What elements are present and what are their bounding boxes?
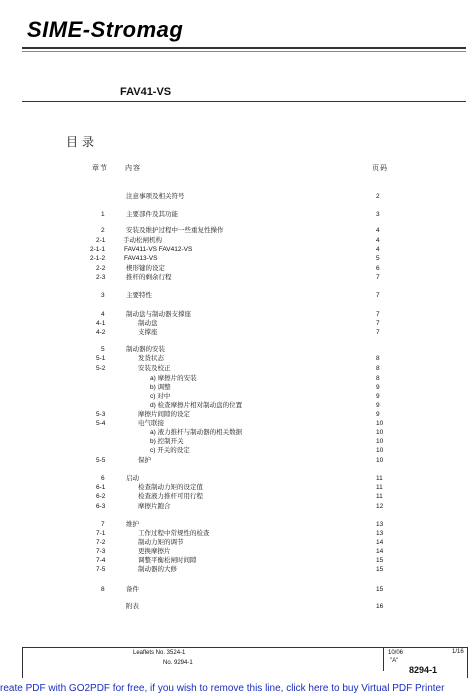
toc-entry-page: 9 bbox=[376, 393, 380, 400]
toc-entry-number: 1 bbox=[101, 211, 105, 218]
toc-entry bbox=[0, 547, 475, 556]
footer-divider bbox=[383, 647, 384, 671]
toc-entry bbox=[0, 264, 475, 273]
toc-entry bbox=[0, 254, 475, 263]
toc-entry-number: 6-2 bbox=[96, 493, 106, 500]
toc-entry-text: 主要部件及其功能 bbox=[126, 211, 178, 218]
toc-entry-text: 摩擦片间隙的设定 bbox=[138, 411, 190, 418]
toc-entry-page: 7 bbox=[376, 329, 380, 336]
column-header-chapter: 章节 bbox=[92, 165, 108, 172]
toc-entry-page: 10 bbox=[376, 457, 384, 464]
toc-entry-number: 5 bbox=[101, 346, 105, 353]
toc-entry-page: 11 bbox=[376, 484, 383, 491]
toc-entry-page: 15 bbox=[376, 557, 384, 564]
toc-entry bbox=[0, 310, 475, 319]
toc-entry-number: 2-1 bbox=[96, 237, 106, 244]
toc-entry bbox=[0, 192, 475, 201]
toc-entry-number: 5-4 bbox=[96, 420, 106, 427]
toc-entry-page: 14 bbox=[376, 548, 384, 555]
toc-entry-page: 15 bbox=[376, 586, 384, 593]
toc-entry-text: 支撑座 bbox=[138, 329, 158, 336]
toc-entry-text: 楔形键的设定 bbox=[126, 265, 165, 272]
toc-entry-page: 8 bbox=[376, 375, 380, 382]
toc-entry-text: 安装及维护过程中一些重复性操作 bbox=[126, 227, 224, 234]
toc-entry-page: 10 bbox=[376, 420, 384, 427]
toc-entry-page: 12 bbox=[376, 503, 384, 510]
toc-entry-text: 手动松闸机构 bbox=[123, 237, 162, 244]
toc-entry-page: 10 bbox=[376, 438, 384, 445]
toc-entry-text: 启动 bbox=[126, 475, 139, 482]
toc-entry-number: 2-1-2 bbox=[90, 255, 106, 262]
toc-entry-text: 检查液力推杆可用行程 bbox=[138, 493, 203, 500]
toc-entry bbox=[0, 456, 475, 465]
footer-number: No. 9294-1 bbox=[163, 660, 193, 666]
toc-entry-page: 11 bbox=[376, 493, 383, 500]
toc-entry-page: 5 bbox=[376, 255, 380, 262]
toc-entry-page: 15 bbox=[376, 566, 384, 573]
toc-entry-number: 5-5 bbox=[96, 457, 106, 464]
toc-entry-text: 注意事项及相关符号 bbox=[126, 193, 185, 200]
toc-entry bbox=[0, 474, 475, 483]
toc-entry-number: 3 bbox=[101, 292, 105, 299]
toc-entry-number: 2-3 bbox=[96, 274, 106, 281]
toc-entry-text: 调整平衡松闸时间隙 bbox=[138, 557, 197, 564]
toc-entry-text: 制动力矩的调节 bbox=[138, 539, 184, 546]
toc-entry-text: 维护 bbox=[126, 521, 139, 528]
toc-entry-number: 6 bbox=[101, 475, 105, 482]
toc-entry bbox=[0, 483, 475, 492]
toc-entry-text: 制动盘与制动器支撑座 bbox=[126, 311, 191, 318]
toc-entry-number: 5-2 bbox=[96, 365, 106, 372]
toc-entry-page: 7 bbox=[376, 320, 380, 327]
toc-entry-text: b) 调整 bbox=[150, 384, 171, 391]
toc-entry bbox=[0, 529, 475, 538]
toc-entry-page: 10 bbox=[376, 447, 384, 454]
toc-entry bbox=[0, 291, 475, 300]
toc-entry-number: 8 bbox=[101, 586, 105, 593]
toc-entry bbox=[0, 520, 475, 529]
toc-entry-page: 9 bbox=[376, 402, 380, 409]
toc-entry bbox=[0, 364, 475, 373]
toc-entry-page: 16 bbox=[376, 603, 384, 610]
toc-entry bbox=[0, 428, 475, 437]
column-header-page: 页码 bbox=[372, 165, 388, 172]
toc-entry-text: 工作过程中常规性的检查 bbox=[138, 530, 210, 537]
toc-entry bbox=[0, 392, 475, 401]
toc-entry-text: 制动器的大修 bbox=[138, 566, 177, 573]
toc-entry bbox=[0, 419, 475, 428]
document-title: FAV41-VS bbox=[120, 86, 172, 98]
toc-entry bbox=[0, 210, 475, 219]
toc-entry-number: 7 bbox=[101, 521, 105, 528]
toc-entry-number: 5-3 bbox=[96, 411, 106, 418]
toc-entry-text: 摩擦片跑合 bbox=[138, 503, 171, 510]
toc-entry-text: d) 检查摩擦片相对制动盘的位置 bbox=[150, 402, 243, 409]
toc-entry-page: 9 bbox=[376, 411, 380, 418]
title-rule bbox=[22, 101, 466, 102]
toc-entry-page: 13 bbox=[376, 530, 384, 537]
toc-entry-number: 4-2 bbox=[96, 329, 106, 336]
toc-entry bbox=[0, 319, 475, 328]
toc-entry-text: 制动器的安装 bbox=[126, 346, 165, 353]
toc-heading: 目录 bbox=[66, 135, 99, 149]
toc-entry-text: 检查制动力矩的设定值 bbox=[138, 484, 203, 491]
toc-entry bbox=[0, 446, 475, 455]
toc-entry-text: 制动盘 bbox=[138, 320, 158, 327]
toc-entry bbox=[0, 236, 475, 245]
toc-entry-text: a) 液力推杆与制动器的相关数据 bbox=[150, 429, 243, 436]
toc-entry bbox=[0, 556, 475, 565]
toc-entry-text: 发货状态 bbox=[138, 355, 164, 362]
toc-entry-number: 7-2 bbox=[96, 539, 106, 546]
toc-entry bbox=[0, 401, 475, 410]
toc-entry-page: 8 bbox=[376, 365, 380, 372]
toc-entry-page: 10 bbox=[376, 429, 384, 436]
toc-entry-page: 4 bbox=[376, 227, 380, 234]
toc-entry-page: 14 bbox=[376, 539, 384, 546]
toc-entry bbox=[0, 492, 475, 501]
toc-entry-text: 更换摩擦片 bbox=[138, 548, 171, 555]
toc-entry-text: 附表 bbox=[126, 603, 139, 610]
footer-leaflets: Leaflets No. 3524-1 bbox=[133, 650, 186, 656]
toc-entry bbox=[0, 273, 475, 282]
footer-date: 10/06 bbox=[388, 650, 404, 656]
toc-entry-text: 推杆的剩余行程 bbox=[126, 274, 172, 281]
toc-entry-page: 9 bbox=[376, 384, 380, 391]
toc-entry-number: 7-4 bbox=[96, 557, 106, 564]
toc-entry-text: 保护 bbox=[138, 457, 151, 464]
toc-entry bbox=[0, 383, 475, 392]
toc-entry-page: 7 bbox=[376, 311, 380, 318]
toc-entry bbox=[0, 345, 475, 354]
pdf-watermark-link[interactable]: reate PDF with GO2PDF for free, if you wish to remove this line, click here to buy Virtual PDF Printer bbox=[0, 683, 445, 694]
toc-entry bbox=[0, 585, 475, 594]
toc-entry-number: 6-1 bbox=[96, 484, 106, 491]
toc-entry bbox=[0, 226, 475, 235]
toc-entry bbox=[0, 437, 475, 446]
toc-entry bbox=[0, 410, 475, 419]
toc-entry-text: a) 摩擦片的安装 bbox=[150, 375, 197, 382]
toc-entry-page: 2 bbox=[376, 193, 380, 200]
footer-doc-number: 8294-1 bbox=[409, 665, 438, 675]
toc-entry-number: 2 bbox=[101, 227, 105, 234]
logo: SIME-Stromag bbox=[27, 17, 184, 42]
toc-entry-page: 11 bbox=[376, 475, 383, 482]
toc-entry-text: 主要特性 bbox=[126, 292, 152, 299]
toc-entry bbox=[0, 502, 475, 511]
toc-entry bbox=[0, 374, 475, 383]
toc-entry-text: 电气联接 bbox=[138, 420, 164, 427]
toc-entry-page: 4 bbox=[376, 246, 380, 253]
toc-entry-text: 备件 bbox=[126, 586, 139, 593]
toc-entry-number: 7-1 bbox=[96, 530, 106, 537]
toc-entry bbox=[0, 602, 475, 611]
toc-entry-number: 2-1-1 bbox=[90, 246, 106, 253]
toc-entry-page: 4 bbox=[376, 237, 380, 244]
toc-entry bbox=[0, 328, 475, 337]
toc-entry-page: 7 bbox=[376, 292, 380, 299]
toc-entry-page: 8 bbox=[376, 355, 380, 362]
toc-entry-number: 4-1 bbox=[96, 320, 106, 327]
toc-entry-text: 安装及校正 bbox=[138, 365, 171, 372]
toc-entry-number: 2-2 bbox=[96, 265, 106, 272]
toc-entry-number: 7-3 bbox=[96, 548, 106, 555]
column-header-content: 内容 bbox=[125, 165, 141, 172]
header-rule bbox=[22, 47, 466, 49]
toc-entry bbox=[0, 538, 475, 547]
toc-entry bbox=[0, 565, 475, 574]
footer-revision: "A" bbox=[390, 658, 399, 664]
toc-entry-number: 7-5 bbox=[96, 566, 106, 573]
toc-entry bbox=[0, 354, 475, 363]
toc-entry-page: 7 bbox=[376, 274, 380, 281]
toc-entry-text: b) 控制开关 bbox=[150, 438, 184, 445]
toc-entry-number: 6-3 bbox=[96, 503, 106, 510]
toc-entry-text: c) 开关的设定 bbox=[150, 447, 190, 454]
footer-page-count: 1/16 bbox=[452, 649, 464, 655]
toc-entry-page: 13 bbox=[376, 521, 384, 528]
header-rule-thin bbox=[22, 51, 466, 52]
toc-entry-page: 3 bbox=[376, 211, 380, 218]
toc-entry-text: FAV413-VS bbox=[124, 255, 158, 262]
toc-entry-number: 5-1 bbox=[96, 355, 106, 362]
toc-entry-text: c) 对中 bbox=[150, 393, 171, 400]
toc-entry-text: FAV411-VS FAV412-VS bbox=[124, 246, 193, 253]
toc-entry bbox=[0, 245, 475, 254]
toc-entry-page: 6 bbox=[376, 265, 380, 272]
toc-entry-number: 4 bbox=[101, 311, 105, 318]
